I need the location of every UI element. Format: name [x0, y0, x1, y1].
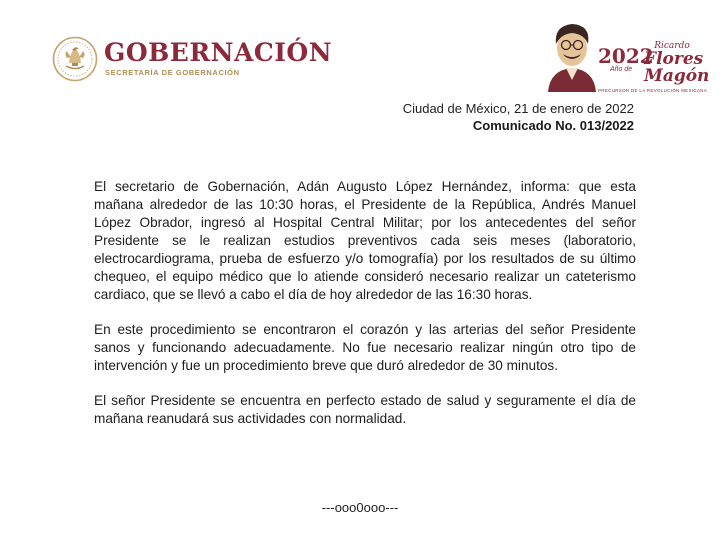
agency-subtitle: SECRETARÍA DE GOBERNACIÓN	[105, 68, 240, 77]
body-paragraph: El señor Presidente se encuentra en perfecto estado de salud y seguramente el día de mañana reanudará sus actividades con normalidad.	[94, 393, 636, 426]
year-number: 2022	[598, 44, 654, 68]
body-paragraph: En este procedimiento se encontraron el corazón y las arterias del señor Presidente sanos y funcionando adecuadamente. No fue necesario realizar ningún otro tipo de intervención y fue un procedimiento breve que duró alrededor de 30 minutos.	[94, 322, 636, 373]
year-2022-logo	[540, 14, 710, 98]
mexico-coat-of-arms-seal	[52, 36, 98, 82]
honoree-name	[644, 41, 710, 86]
place-date: Ciudad de México, 21 de enero de 2022	[402, 101, 634, 116]
letterhead	[0, 0, 720, 100]
ricardo-flores-magon-portrait	[544, 18, 600, 92]
honoree-first-name: Ricardo	[654, 41, 690, 51]
communique-body	[94, 178, 636, 445]
honoree-last-name-1: Flores	[644, 49, 704, 69]
agency-name: GOBERNACIÓN	[104, 38, 333, 67]
communique-number: Comunicado No. 013/2022	[472, 118, 634, 133]
closing-separator: ---ooo0ooo---	[321, 500, 399, 515]
honoree-last-name-2: Magón	[644, 66, 710, 86]
body-paragraph: El secretario de Gobernación, Adán Augusto López Hernández, informa: que esta mañana alrededor de las 10:30 horas, el Presidente de la República, Andrés Manuel López Obrador, ingresó al Hospital Central Militar; por los antecedentes del señor Presidente se le realizan estudios preventivos cada seis meses (laboratorio, electrocardiograma, prueba de esfuerzo y/o tomografía) por los resultados de su último chequeo, el equipo médico que lo atiende consideró necesario realizar un cateterismo cardiaco, que se llevó a cabo el día de hoy alrededor de las 16:30 horas.	[94, 179, 636, 302]
year-logo-tagline: PRECURSOR DE LA REVOLUCIÓN MEXICANA	[598, 88, 708, 93]
year-label: Año de	[610, 66, 633, 73]
document-meta	[403, 100, 634, 134]
